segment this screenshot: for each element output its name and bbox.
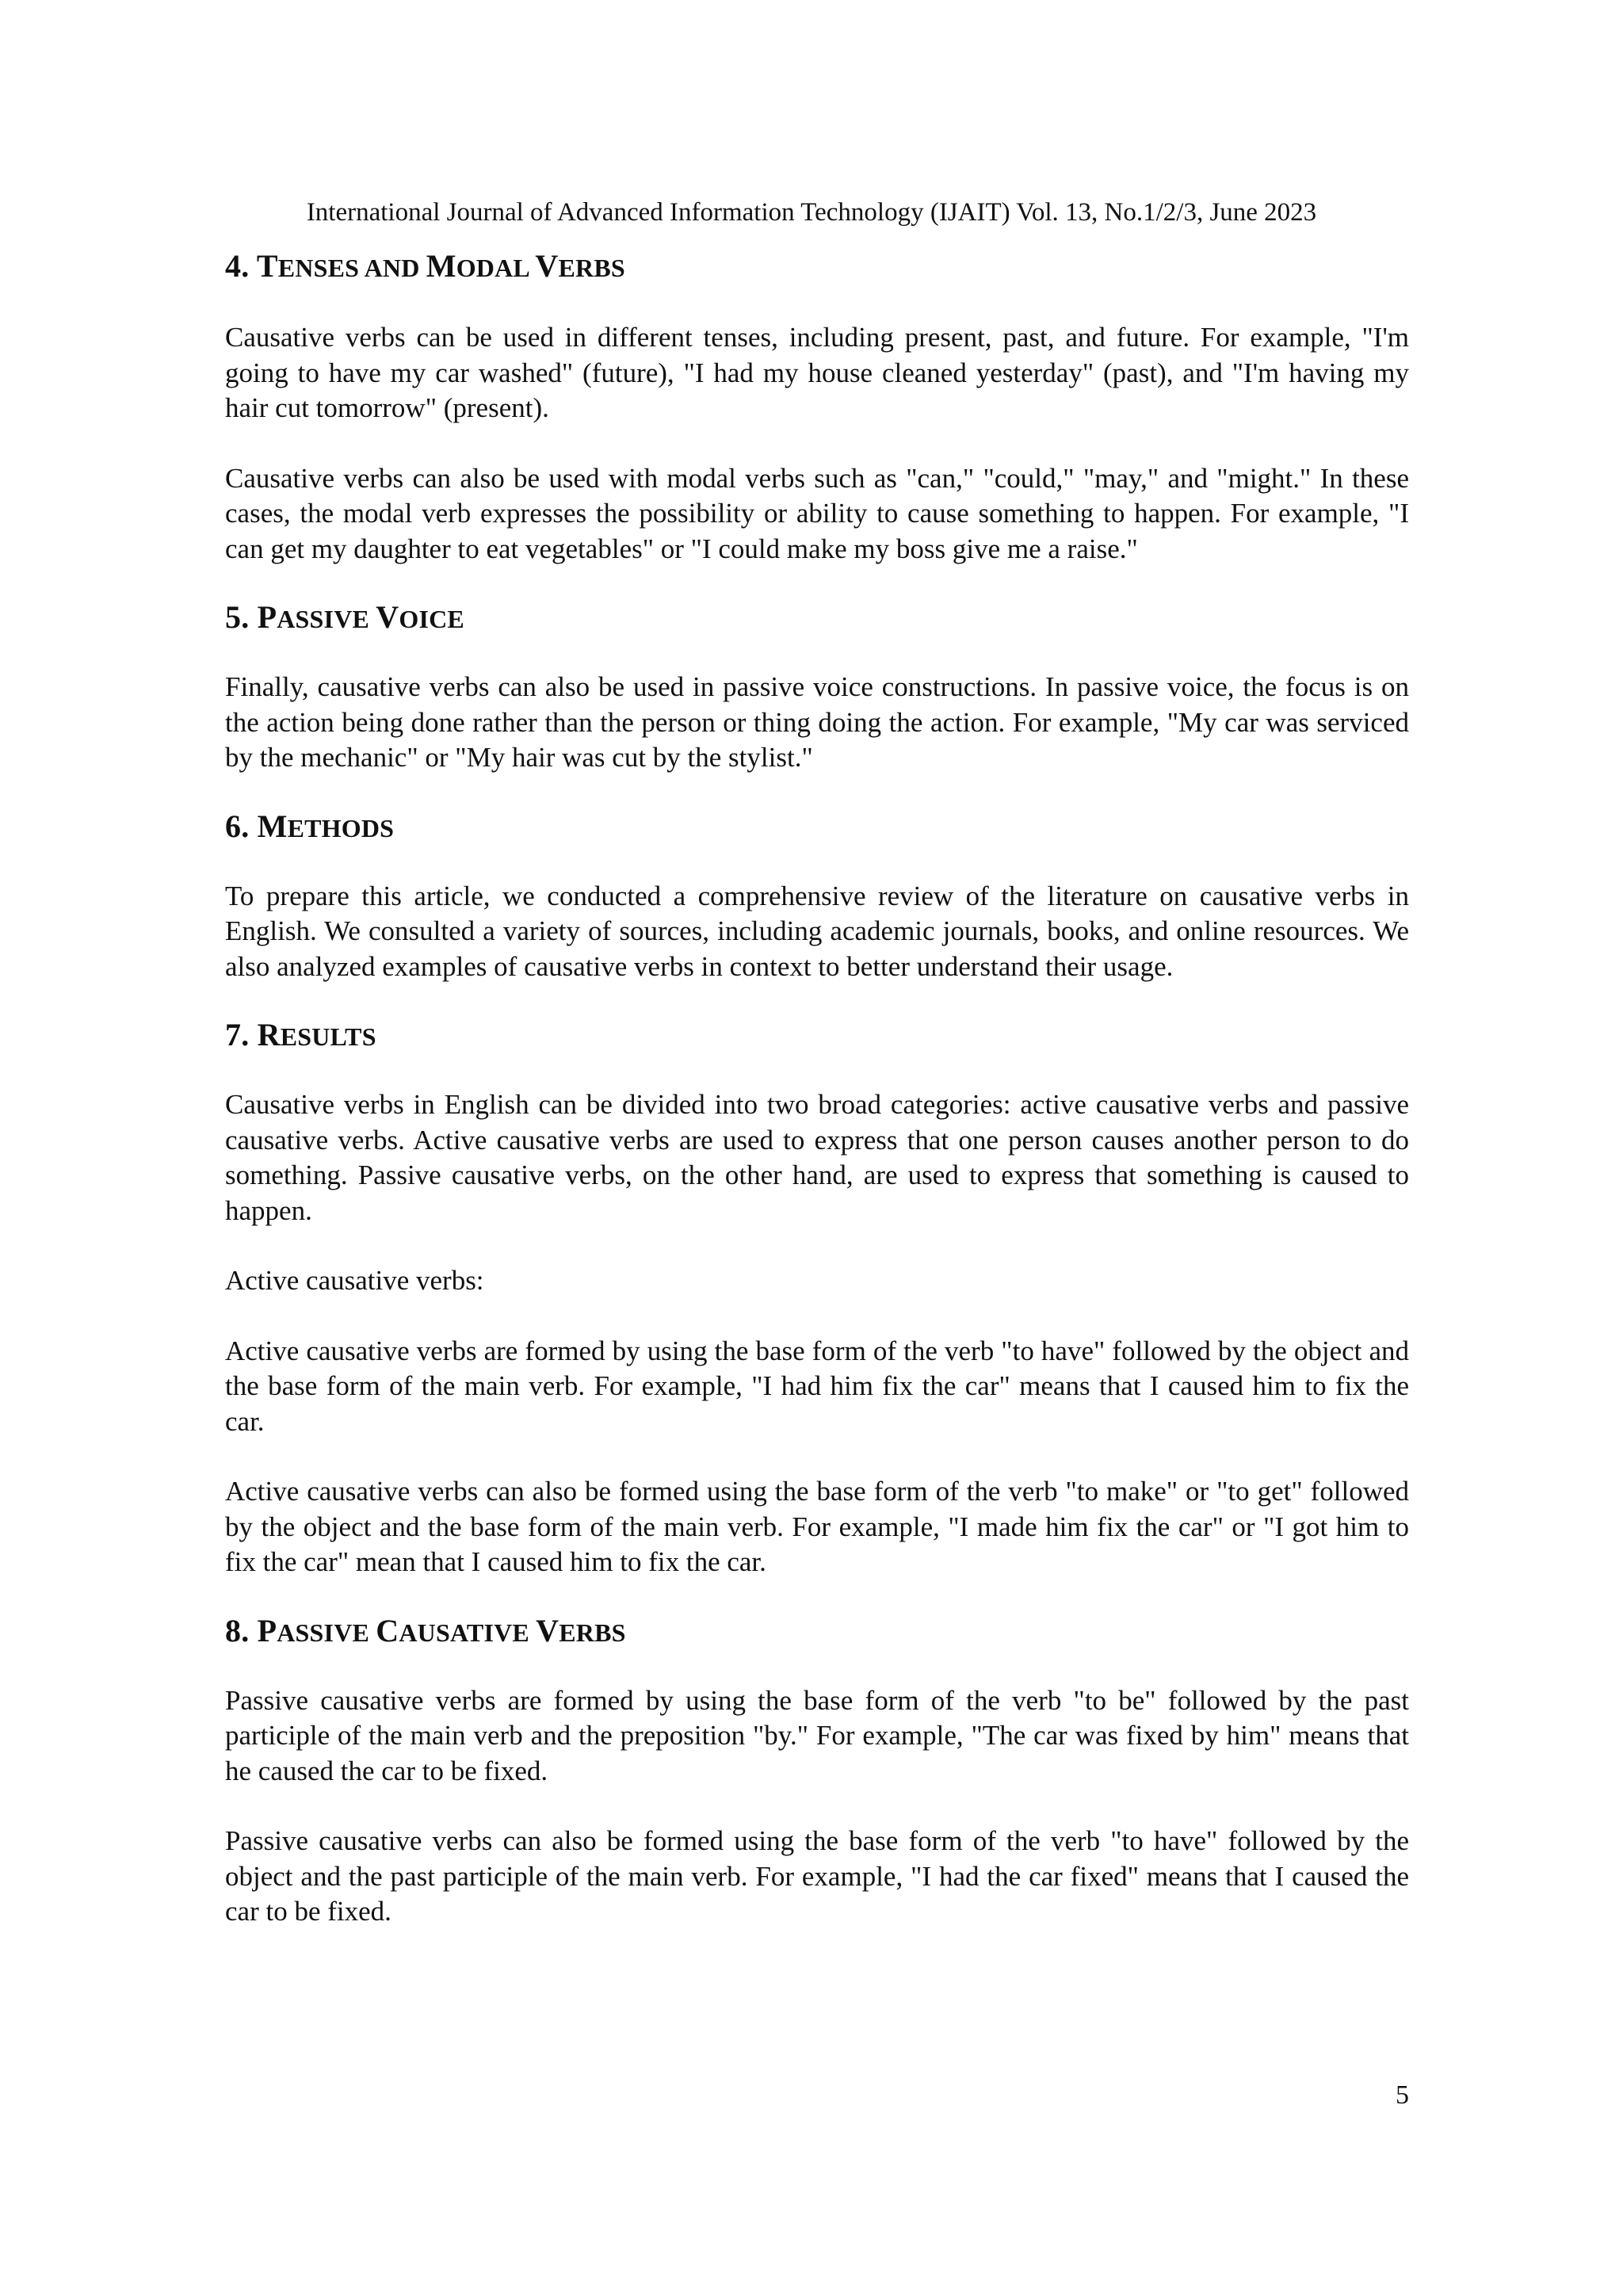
paragraph: To prepare this article, we conducted a comprehensive review of the literature on causative verbs in English. We consulted a variety of sources, including academic journals, books, and online resources. We also analyzed examples of causative verbs in context to better understand their usage. [225,880,1409,982]
paragraph: Passive causative verbs are formed by using the base form of the verb "to be" followed by the past participle of the main verb and the preposition "by." For example, "The car was fixed by him" means that he caused the car to be fixed. [225,1684,1409,1786]
section-number: 7. [225,1017,258,1052]
paragraph: Causative verbs can be used in different tenses, including present, past, and future. For example, "I'm going to have my car washed" (future), "I had my house cleaned yesterday" (past), and "I'm having my hair cut tomorrow" (present). [225,322,1409,423]
heading-cap: V [535,248,559,284]
heading-cap: R [257,1017,281,1052]
section-heading-passive-voice [225,597,1409,640]
section-number: 4. [225,248,257,284]
heading-smallcaps: ODAL [456,254,536,282]
heading-smallcaps: AUSATIVE [399,1618,537,1647]
heading-smallcaps: ERBS [558,254,625,282]
page-number: 5 [1396,2080,1409,2110]
heading-smallcaps: ESULTS [280,1022,376,1051]
heading-cap: T [256,248,278,284]
heading-smallcaps: ERBS [559,1618,626,1647]
section-number: 5. [225,599,258,635]
running-header: International Journal of Advanced Information Technology (IJAIT) Vol. 13, No.1/2/3, June 2023 [306,198,1317,227]
heading-cap: V [376,599,399,635]
heading-cap: V [536,1612,559,1648]
paragraph: Active causative verbs: [225,1265,484,1296]
heading-cap: P [257,1612,277,1648]
paragraph: Active causative verbs are formed by using the base form of the verb "to have" followed by the object and the base form of the main verb. For example, "I had him fix the car" means that I caused him to fix the car. [225,1335,1409,1437]
heading-smallcaps: ASSIVE [277,1618,376,1647]
paragraph: Causative verbs can also be used with modal verbs such as "can," "could," "may," and "might." In these cases, the modal verb expresses the possibility or ability to cause something to happen. For example, "I can get my daughter to eat vegetables" or "I could make my boss give me a raise." [225,462,1409,564]
heading-cap: M [257,808,288,844]
heading-smallcaps: ENSES AND [277,254,426,282]
heading-smallcaps: ETHODS [287,813,395,842]
heading-cap: C [376,1612,399,1648]
heading-cap: P [257,599,277,635]
page-body [225,246,1409,1930]
section-number: 8. [225,1612,258,1648]
section-heading-passive-causative-verbs [225,1610,1409,1653]
paragraph: Active causative verbs can also be formed using the base form of the verb "to make" or "to get" followed by the object and the base form of the main verb. For example, "I made him fix the car" or "I got him to fix the car" mean that I caused him to fix the car. [225,1476,1409,1577]
paragraph: Finally, causative verbs can also be used in passive voice constructions. In passive voice, the focus is on the action being done rather than the person or thing doing the action. For example, "My car was serviced by the mechanic" or "My hair was cut by the stylist." [225,671,1409,773]
section-heading-methods [225,806,1409,849]
section-heading-tenses-modal-verbs [225,246,1409,288]
heading-smallcaps: ASSIVE [277,605,376,633]
paragraph: Passive causative verbs can also be formed using the base form of the verb "to have" followed by the object and the past participle of the main verb. For example, "I had the car fixed" means that I caused the car to be fixed. [225,1825,1409,1927]
paragraph: Causative verbs in English can be divided into two broad categories: active causative verbs and passive causative verbs. Active causative verbs are used to express that one person causes another person to do something. Passive causative verbs, on the other hand, are used to express that something is caused to happen. [225,1089,1409,1226]
heading-cap: M [426,248,456,284]
heading-smallcaps: OICE [399,605,464,633]
section-number: 6. [225,808,258,844]
section-heading-results [225,1014,1409,1057]
